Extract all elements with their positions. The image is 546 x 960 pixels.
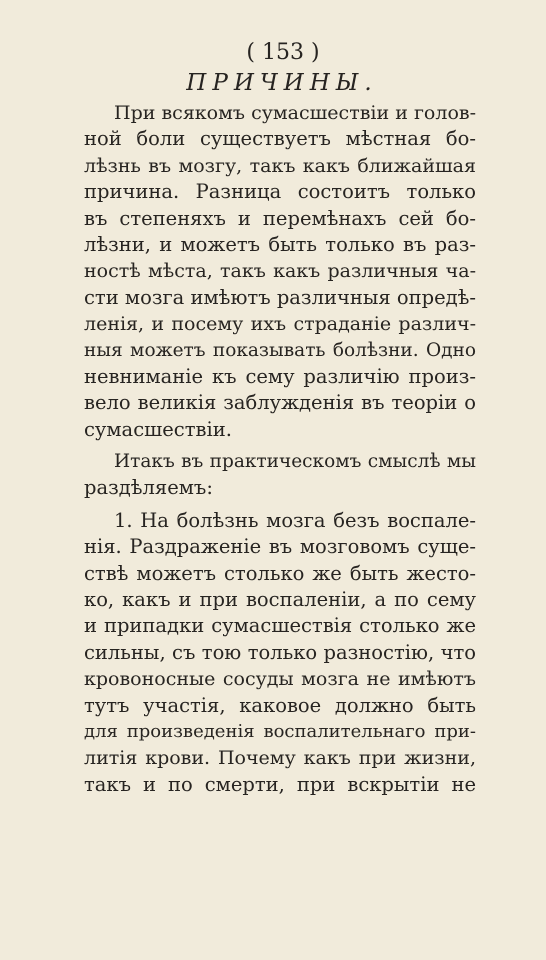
text-line: для произведенія воспалительнаго при- — [84, 720, 476, 742]
text-line: въ степеняхъ и перемѣнахъ сей бо- — [84, 206, 476, 230]
text-line: и припадки сумасшествія столько же — [84, 614, 476, 638]
paragraph — [84, 449, 476, 502]
text-line: невниманіе къ сему различію произ- — [84, 364, 476, 388]
text-line: ностѣ мѣста, такъ какъ различныя ча- — [84, 260, 476, 283]
text-line: раздѣляемъ: — [84, 476, 213, 500]
text-line: тутъ участія, каковое должно быть — [84, 693, 476, 717]
paragraph — [84, 100, 476, 443]
text-line: 1. На болѣзнь мозга безъ воспале- — [114, 508, 476, 532]
text-line: сти мозга имѣютъ различныя опредѣ- — [84, 285, 476, 309]
text-line: ной боли существуетъ мѣстная бо- — [84, 127, 476, 151]
text-line: причина. Разница состоитъ только — [84, 180, 476, 204]
text-line: Итакъ въ практическомъ смыслѣ мы — [114, 451, 476, 473]
text-line: кровоносные сосуды мозга не имѣютъ — [84, 668, 476, 691]
text-line: При всякомъ сумасшествіи и голов- — [114, 102, 476, 124]
text-line: ленія, и посему ихъ страданіе различ- — [84, 313, 476, 336]
page-number: ( 153 ) — [246, 40, 320, 65]
text-line: лѣзнь въ мозгу, такъ какъ ближайшая — [84, 154, 476, 177]
text-line: нія. Раздраженіе въ мозговомъ суще- — [84, 535, 476, 559]
text-line: сумасшествіи. — [84, 417, 232, 441]
text-line: лѣзни, и можетъ быть только въ раз- — [84, 232, 476, 256]
text-line: ствѣ можетъ столько же быть жесто- — [84, 561, 476, 585]
text-line: такъ и по смерти, при вскрытіи не — [84, 772, 476, 796]
section-heading: ПРИЧИНЫ. — [186, 70, 378, 96]
page-text-block — [84, 38, 476, 798]
text-line: литія крови. Почему какъ при жизни, — [84, 747, 476, 770]
text-line: ныя можетъ показывать болѣзни. Одно — [84, 339, 476, 361]
text-line: сильны, съ тою только разностію, что — [84, 640, 476, 664]
paragraph — [84, 508, 476, 798]
text-line: вело великія заблужденія въ теоріи о — [84, 391, 476, 415]
text-line: ко, какъ и при воспаленіи, а по сему — [84, 588, 476, 612]
